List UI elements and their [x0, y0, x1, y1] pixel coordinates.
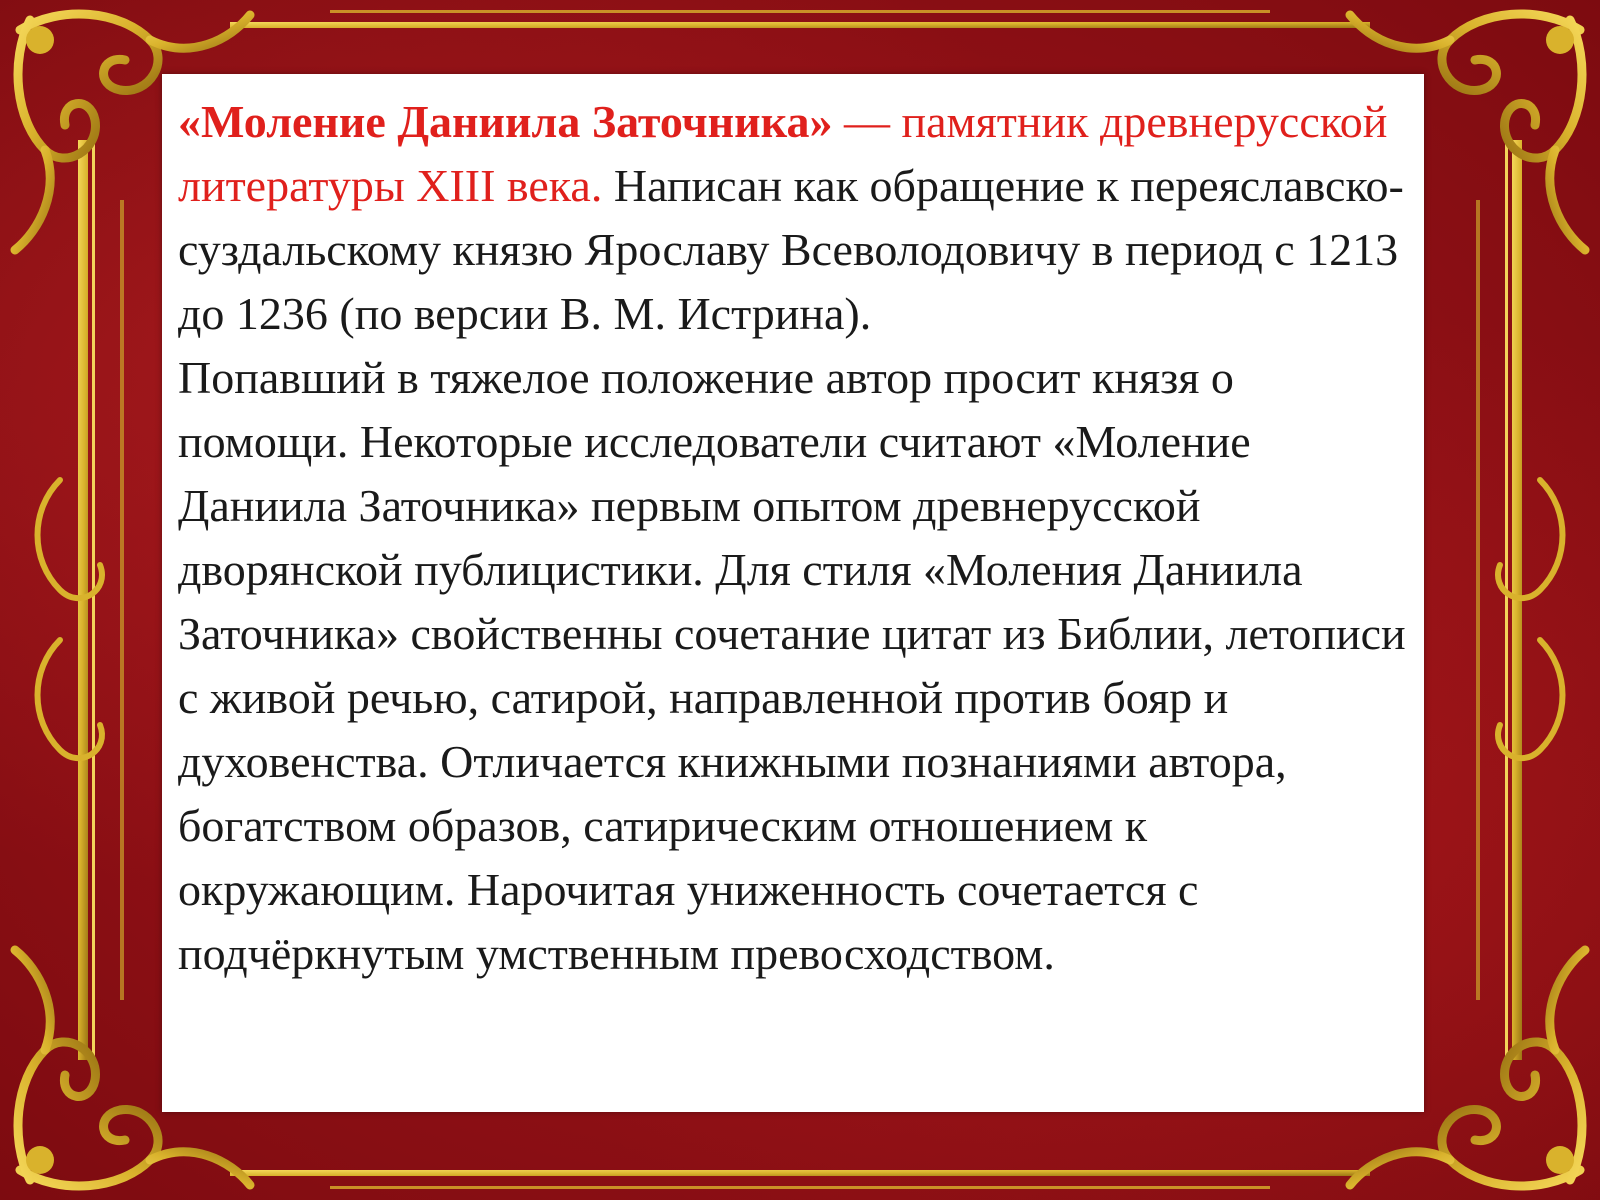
- bottom-border-ornament-icon: [230, 1170, 1370, 1189]
- body-text-second: Попавший в тяжелое положение автор просит князя о помощи. Некоторые исследователи считают «Моление Даниила Заточника» первым опытом древнерусской дворянской публицистики. Для стиля «Моления Даниила Заточника» свойственны сочетание цитат из Библии, летописи с живой речью, сатирой, направленной против бояр и духовенства. Отличается книжными познаниями автора, богатством образов, сатирическим отношением к окружающим. Нарочитая униженность сочетается с подчёркнутым умственным превосходством.: [178, 352, 1406, 979]
- main-paragraph: [178, 90, 1410, 986]
- title-continuation: — памятник древнерусской литературы XIII века.: [178, 96, 1388, 211]
- body-text-first: Написан как обращение к переяславско-суздальскому князю Ярославу Всеволодовичу в период с 1213 до 1236 (по версии В. М. Истрина).: [178, 160, 1404, 339]
- title-phrase: «Моление Даниила Заточника»: [178, 96, 833, 147]
- top-border-ornament-icon: [230, 10, 1370, 28]
- text-panel: [162, 74, 1424, 1112]
